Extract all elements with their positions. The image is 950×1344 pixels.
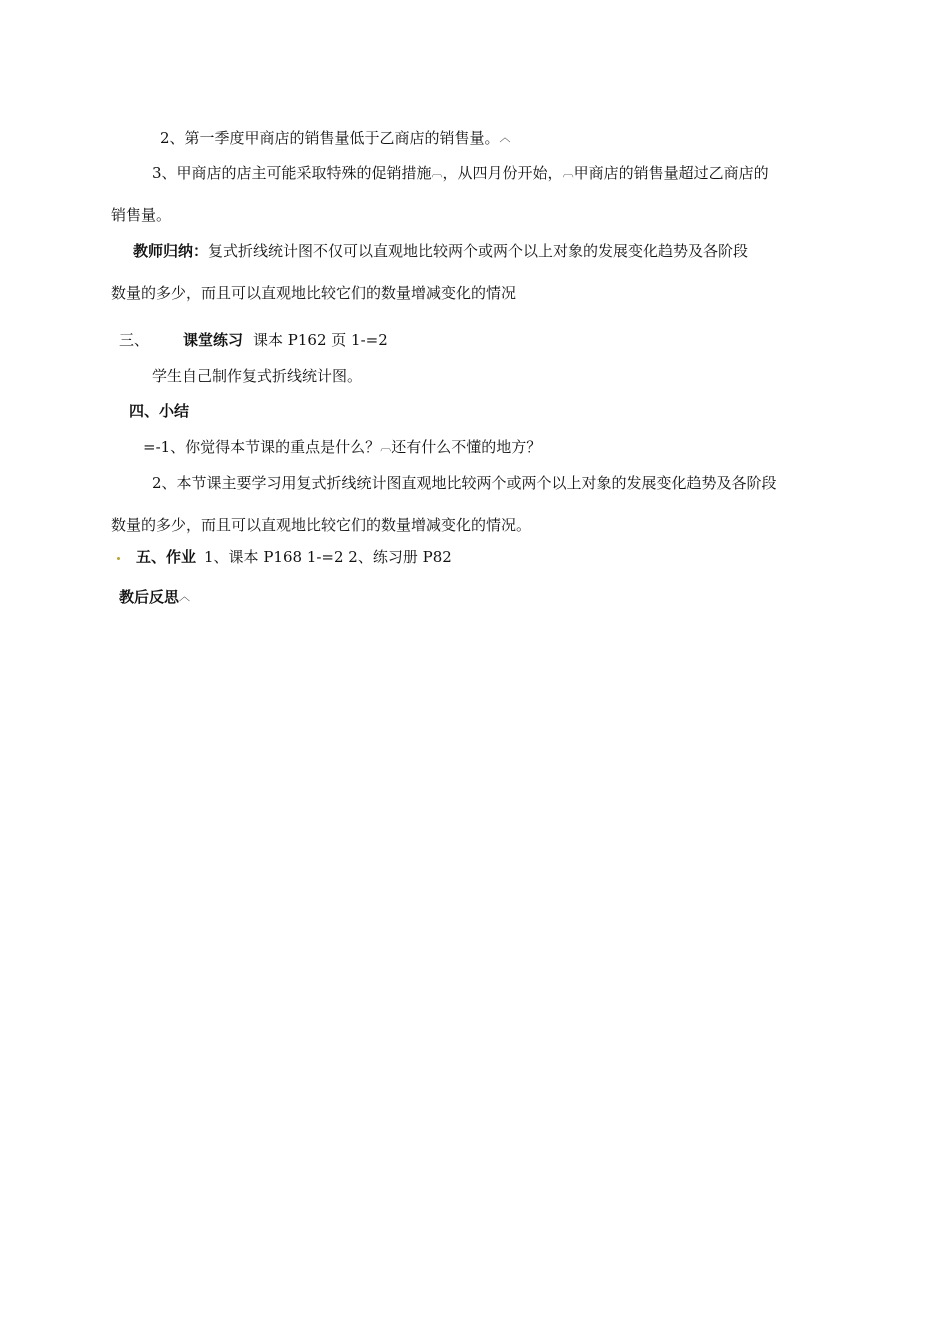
summary-point-1-text-b: 还有什么不懂的地方？ xyxy=(391,438,542,456)
summary-point-1 xyxy=(143,437,541,457)
section-three-number: 三、 xyxy=(119,331,150,349)
reflection-title: 教后反思 xyxy=(119,588,180,606)
point-3-text-b: ，从四月份开始， xyxy=(442,164,563,182)
bullet-dot-icon xyxy=(117,557,120,560)
teacher-summary xyxy=(133,241,748,261)
section-four-heading xyxy=(129,401,189,421)
summary-point-2 xyxy=(152,473,777,493)
summary-point-2-text: 2、本节课主要学习用复式折线统计图直观地比较两个或两个以上对象的发展变化趋势及各阶段 xyxy=(152,474,777,492)
point-2-text: 2、第一季度甲商店的销售量低于乙商店的销售量。 xyxy=(160,129,500,147)
teacher-summary-continuation: 数量的多少，而且可以直观地比较它们的数量增减变化的情况 xyxy=(111,284,517,302)
section-three-text: 课本 P162 页 1-=2 xyxy=(253,331,388,349)
point-3-text-c: 甲商店的销售量超过乙商店的 xyxy=(573,164,769,182)
section-five-title: 五、作业 xyxy=(136,548,197,566)
section-three-body-text: 学生自己制作复式折线统计图。 xyxy=(152,367,363,385)
caret-mark-icon: ︿ xyxy=(499,131,511,144)
caret-mark-icon: ︿ xyxy=(179,590,191,603)
teacher-summary-cont xyxy=(111,283,516,303)
section-four-title: 四、小结 xyxy=(129,402,190,420)
teacher-summary-label: 教师归纳： xyxy=(133,242,209,260)
section-three-heading xyxy=(119,330,388,350)
paragraph-point-3 xyxy=(152,163,769,183)
paragraph-point-3-cont xyxy=(111,205,171,225)
teacher-summary-text: 复式折线统计图不仅可以直观地比较两个或两个以上对象的发展变化趋势及各阶段 xyxy=(208,242,749,260)
section-five-text: 1、课本 P168 1-=2 2、练习册 P82 xyxy=(204,548,452,566)
point-3-continuation: 销售量。 xyxy=(111,206,172,224)
bracket-mark-icon: ︹ xyxy=(562,166,574,179)
point-3-text-a: 3、甲商店的店主可能采取特殊的促销措施 xyxy=(152,164,432,182)
reflection-heading xyxy=(119,587,190,607)
section-three-body xyxy=(152,366,362,386)
paragraph-point-2 xyxy=(160,128,511,148)
section-three-title: 课堂练习 xyxy=(183,331,244,349)
summary-point-1-text-a: =-1、你觉得本节课的重点是什么？ xyxy=(143,438,381,456)
bracket-mark-icon: ︹ xyxy=(431,166,443,179)
summary-point-2-continuation: 数量的多少，而且可以直观地比较它们的数量增减变化的情况。 xyxy=(111,516,532,534)
section-five-heading xyxy=(117,547,452,567)
summary-point-2-cont xyxy=(111,515,531,535)
bracket-mark-icon: ︹ xyxy=(380,440,392,453)
